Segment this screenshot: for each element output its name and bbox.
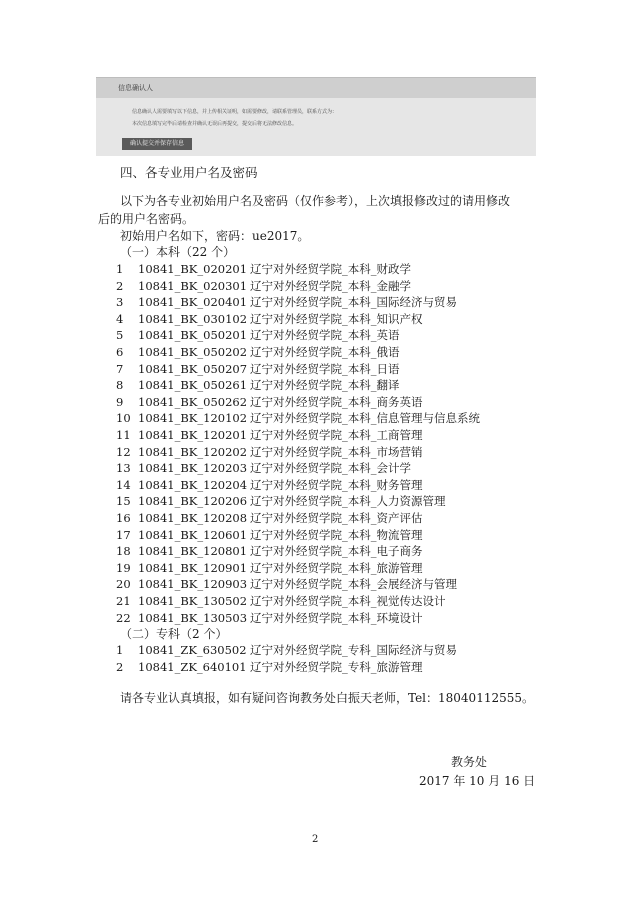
page-number: 2 [312,834,319,845]
item-username: 10841_BK_120203 [138,461,248,476]
item-description: 辽宁对外经贸学院_本科_英语 [250,328,400,343]
item-description: 辽宁对外经贸学院_本科_财务管理 [250,477,423,492]
list-item [116,560,536,576]
item-username: 10841_BK_050207 [138,361,248,376]
list-item [116,576,536,592]
list-item [116,527,536,543]
item-username: 10841_ZK_640101 [138,659,247,674]
intro-line-3: 初始用户名如下，密码：ue2017。 [120,229,310,243]
contact-note: 请各专业认真填报，如有疑问咨询教务处白振天老师，Tel：18040112555。 [120,691,534,705]
item-username: 10841_BK_120202 [138,444,248,459]
item-number: 12 [116,444,131,459]
item-number: 3 [116,295,124,310]
item-number: 8 [116,378,124,393]
list-item [116,610,536,626]
item-username: 10841_BK_130502 [138,594,248,608]
date: 2017 年 10 月 16 日 [419,774,536,788]
item-description: 辽宁对外经贸学院_本科_会计学 [250,461,411,476]
item-description: 辽宁对外经贸学院_本科_信息管理与信息系统 [250,411,480,426]
item-number: 6 [116,345,124,359]
item-description: 辽宁对外经贸学院_专科_旅游管理 [250,659,423,674]
item-username: 10841_BK_130503 [138,610,248,625]
list-item [116,427,536,443]
item-username: 10841_BK_120901 [138,560,248,575]
item-username: 10841_BK_050261 [138,378,248,393]
item-description: 辽宁对外经贸学院_本科_环境设计 [250,610,423,625]
item-username: 10841_BK_120102 [138,411,248,426]
item-number: 17 [116,527,131,542]
list-item [116,477,536,493]
item-username: 10841_BK_020201 [138,262,248,276]
list-item [116,327,536,343]
screenshot-line-2: 本次信息填写完毕后请检查并确认无误后再提交，提交后将无法修改信息。 [132,121,298,127]
list-item [116,493,536,509]
item-description: 辽宁对外经贸学院_本科_视觉传达设计 [250,594,446,608]
item-description: 辽宁对外经贸学院_本科_人力资源管理 [250,494,446,509]
item-username: 10841_BK_050201 [138,328,248,343]
item-description: 辽宁对外经贸学院_本科_知识产权 [250,311,423,326]
item-username: 10841_BK_120903 [138,577,248,592]
item-number: 16 [116,511,131,525]
list-item [116,543,536,559]
item-number: 18 [116,544,131,559]
item-username: 10841_BK_030102 [138,311,248,326]
item-number: 11 [116,428,131,442]
item-description: 辽宁对外经贸学院_本科_市场营销 [250,444,423,459]
item-number: 13 [116,461,131,476]
item-number: 7 [116,361,124,376]
undergrad-heading: （一）本科（22 个） [120,245,236,259]
list-item [116,278,536,294]
item-description: 辽宁对外经贸学院_本科_翻译 [250,378,400,393]
college-heading: （二）专科（2 个） [120,627,228,641]
item-description: 辽宁对外经贸学院_本科_电子商务 [250,544,423,559]
item-description: 辽宁对外经贸学院_本科_俄语 [250,345,400,359]
list-item [116,261,536,277]
item-username: 10841_BK_120201 [138,428,248,442]
list-item [116,510,536,526]
item-number: 5 [116,328,124,343]
list-item [116,377,536,393]
item-username: 10841_BK_120208 [138,511,248,525]
list-item [116,659,536,675]
item-username: 10841_BK_120601 [138,527,248,542]
item-number: 20 [116,577,131,592]
screenshot-title: 信息确认人 [96,78,536,98]
item-username: 10841_BK_050202 [138,345,248,359]
item-description: 辽宁对外经贸学院_本科_资产评估 [250,511,423,525]
list-item [116,294,536,310]
item-number: 4 [116,311,124,326]
item-number: 21 [116,594,131,608]
item-number: 10 [116,411,131,426]
section-title: 四、各专业用户名及密码 [120,165,258,180]
item-username: 10841_BK_120204 [138,477,248,492]
list-item [116,460,536,476]
item-number: 2 [116,659,124,674]
screenshot-submit-button: 确认提交并保存信息 [122,138,192,150]
intro-line-1: 以下为各专业初始用户名及密码（仅作参考），上次填报修改过的请用修改 [120,194,511,208]
item-number: 1 [116,262,124,276]
item-username: 10841_BK_020301 [138,278,248,293]
item-description: 辽宁对外经贸学院_本科_商务英语 [250,394,423,409]
item-description: 辽宁对外经贸学院_本科_物流管理 [250,527,423,542]
item-username: 10841_ZK_630502 [138,643,247,657]
list-item [116,410,536,426]
list-item [116,642,536,658]
item-description: 辽宁对外经贸学院_专科_国际经济与贸易 [250,643,457,657]
item-number: 1 [116,643,124,657]
list-item [116,361,536,377]
item-description: 辽宁对外经贸学院_本科_会展经济与管理 [250,577,457,592]
signature: 教务处 [451,755,488,769]
embedded-screenshot [96,77,536,156]
item-username: 10841_BK_120801 [138,544,248,559]
item-number: 19 [116,560,131,575]
item-description: 辽宁对外经贸学院_本科_工商管理 [250,428,423,442]
item-number: 22 [116,610,131,625]
list-item [116,593,536,609]
item-number: 14 [116,477,131,492]
item-description: 辽宁对外经贸学院_本科_金融学 [250,278,411,293]
item-username: 10841_BK_050262 [138,394,248,409]
item-description: 辽宁对外经贸学院_本科_财政学 [250,262,411,276]
list-item [116,344,536,360]
item-username: 10841_BK_020401 [138,295,248,310]
list-item [116,311,536,327]
item-description: 辽宁对外经贸学院_本科_旅游管理 [250,560,423,575]
screenshot-line-1: 信息确认人需要填写以下信息，并上传相关证明，如需要修改，请联系管理员，联系方式为： [132,109,338,115]
list-item [116,444,536,460]
item-description: 辽宁对外经贸学院_本科_国际经济与贸易 [250,295,457,310]
list-item [116,394,536,410]
item-number: 9 [116,394,124,409]
item-username: 10841_BK_120206 [138,494,248,509]
item-number: 15 [116,494,131,509]
intro-line-2: 后的用户名密码。 [98,212,195,226]
item-number: 2 [116,278,124,293]
item-description: 辽宁对外经贸学院_本科_日语 [250,361,400,376]
